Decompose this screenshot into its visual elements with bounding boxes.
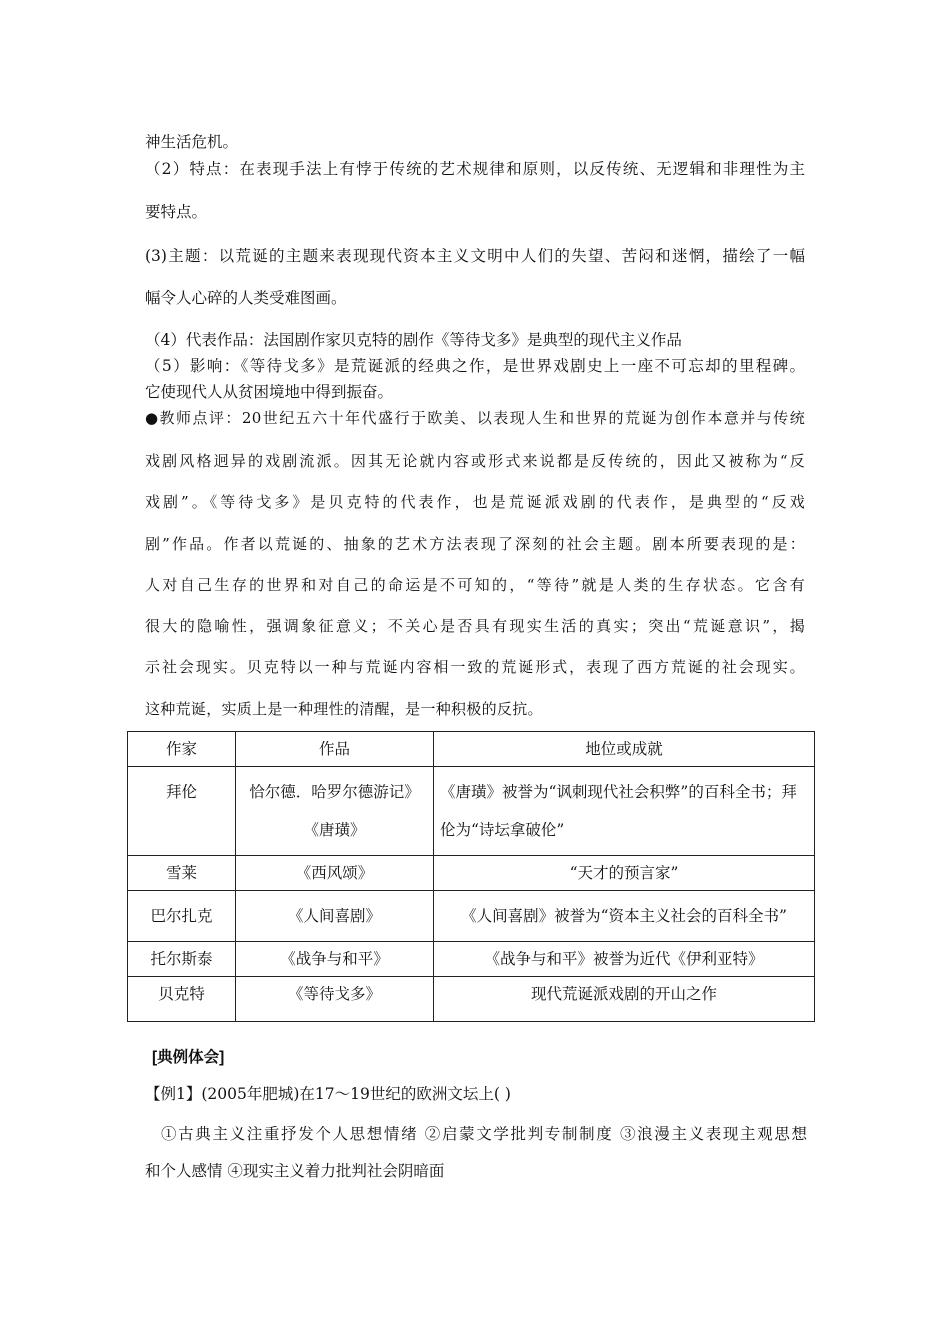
cell-achievement: “天才的预言家” [434, 856, 815, 891]
teacher-comment-line: ●教师点评：20世纪五六十年代盛行于欧美、以表现人生和世界的荒诞为创作本意并与传统 [145, 409, 805, 427]
table-header-row [128, 732, 815, 767]
cell-work: 《西风颂》 [236, 856, 434, 891]
paragraph-line: 幅令人心碎的人类受难图画。 [145, 289, 347, 307]
cell-author: 贝克特 [128, 977, 236, 1022]
paragraph-line: 它使现代人从贫困境地中得到振奋。 [145, 383, 394, 401]
teacher-comment-line: 这种荒诞，实质上是一种理性的清醒，是一种积极的反抗。 [145, 700, 543, 718]
paragraph-line: （5）影响：《等待戈多》是荒诞派的经典之作，是世界戏剧史上一座不可忘却的里程碑。 [145, 357, 805, 375]
example-options: 和个人感情 ④现实主义着力批判社会阴暗面 [145, 1162, 445, 1180]
header-work: 作品 [236, 732, 434, 767]
cell-author: 巴尔扎克 [128, 891, 236, 942]
teacher-comment-line: 戏剧风格迥异的戏剧流派。因其无论就内容或形式来说都是反传统的，因此又被称为“反 [145, 452, 805, 470]
paragraph-line: 神生活危机。 [145, 133, 239, 151]
header-achievement: 地位或成就 [434, 732, 815, 767]
cell-achievement: 《人间喜剧》被誉为“资本主义社会的百科全书” [434, 891, 815, 942]
cell-work: 《等待戈多》 [236, 977, 434, 1022]
paragraph-line: （4）代表作品：法国剧作家贝克特的剧作《等待戈多》是典型的现代主义作品 [145, 331, 682, 349]
table-row [128, 942, 815, 977]
cell-work: 恰尔德．哈罗尔德游记》《唐璜》 [236, 767, 434, 856]
cell-achievement: 《唐璜》被誉为“讽刺现代社会积弊”的百科全书；拜伦为“诗坛拿破伦” [434, 767, 815, 856]
paragraph-line: (3)主题：以荒诞的主题来表现现代资本主义文明中人们的失望、苦闷和迷惘，描绘了一幅 [145, 247, 805, 265]
teacher-comment-line: 人对自己生存的世界和对自己的命运是不可知的，“等待”就是人类的生存状态。它含有 [145, 576, 805, 594]
table-row [128, 767, 815, 856]
table-row [128, 856, 815, 891]
paragraph-line: （2）特点：在表现手法上有悖于传统的艺术规律和原则，以反传统、无逻辑和非理性为主 [145, 160, 805, 178]
teacher-comment-line: 很大的隐喻性，强调象征意义；不关心是否具有现实生活的真实；突出“荒诞意识”，揭 [145, 617, 805, 635]
teacher-comment-line: 剧”作品。作者以荒诞的、抽象的艺术方法表现了深刻的社会主题。剧本所要表现的是： [145, 535, 805, 553]
cell-achievement: 现代荒诞派戏剧的开山之作 [434, 977, 815, 1022]
teacher-comment-line: 戏剧”。《等待戈多》是贝克特的代表作，也是荒诞派戏剧的代表作，是典型的“反戏 [145, 493, 805, 511]
literature-table [127, 731, 815, 1022]
example-question: 【例1】(2005年肥城)在17～19世纪的欧洲文坛上( ) [145, 1085, 511, 1103]
cell-author: 拜伦 [128, 767, 236, 856]
cell-author: 雪莱 [128, 856, 236, 891]
cell-achievement: 《战争与和平》被誉为近代《伊利亚特》 [434, 942, 815, 977]
example-heading: [典例体会] [152, 1049, 225, 1066]
paragraph-line: 要特点。 [145, 203, 208, 221]
example-options: ①古典主义注重抒发个人思想情绪 ②启蒙文学批判专制制度 ③浪漫主义表现主观思想 [161, 1125, 807, 1143]
cell-work: 《人间喜剧》 [236, 891, 434, 942]
cell-work: 《战争与和平》 [236, 942, 434, 977]
header-author: 作家 [128, 732, 236, 767]
cell-author: 托尔斯泰 [128, 942, 236, 977]
table-row [128, 977, 815, 1022]
teacher-comment-line: 示社会现实。贝克特以一种与荒诞内容相一致的荒诞形式，表现了西方荒诞的社会现实。 [145, 658, 805, 676]
table-row [128, 891, 815, 942]
